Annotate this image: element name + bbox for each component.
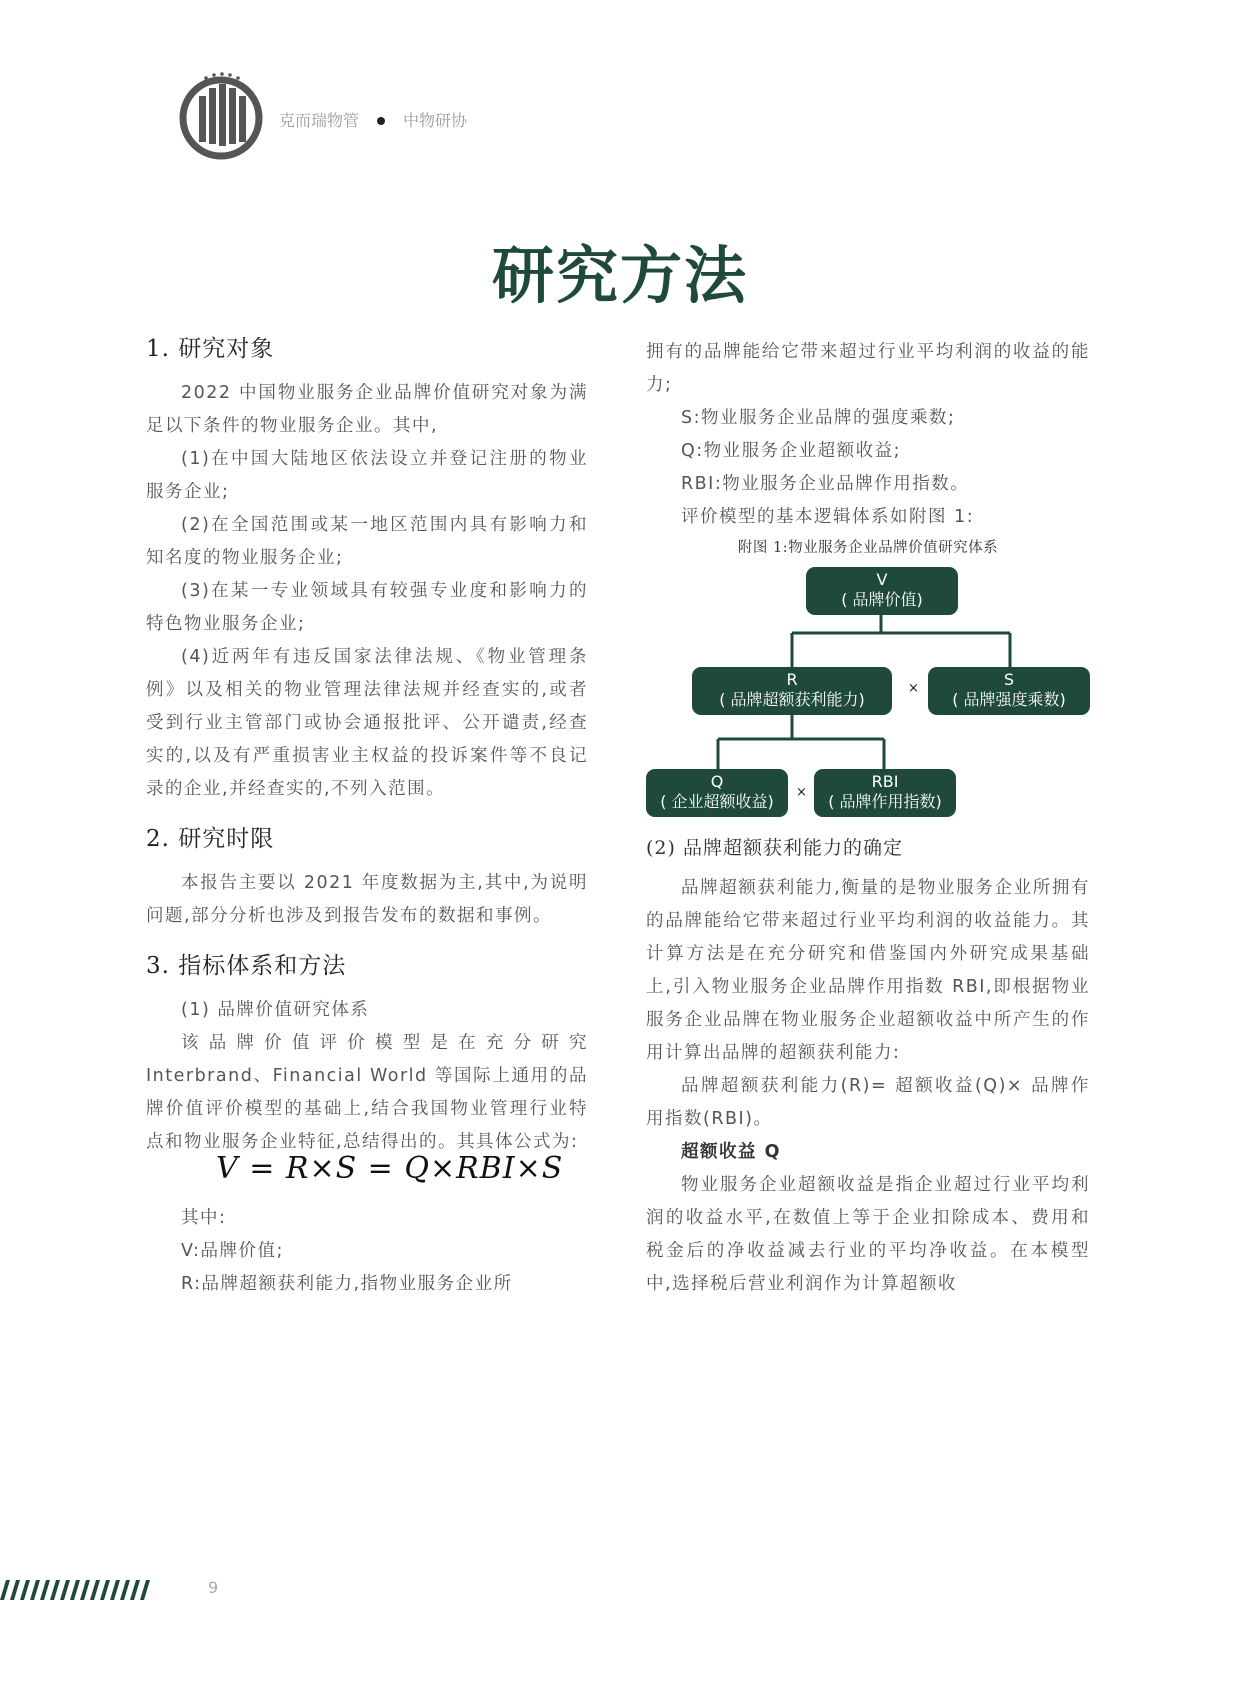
model-intro: 评价模型的基本逻辑体系如附图 1: bbox=[681, 507, 975, 527]
r-definition-continued: 拥有的品牌能给它带来超过行业平均利润的收益的能力; bbox=[646, 342, 1090, 395]
subsection-2-title: (2) 品牌超额获利能力的确定 bbox=[646, 837, 903, 859]
brand-value-formula: V = R×S = Q×RBI×S bbox=[216, 1151, 564, 1186]
brand-value-diagram bbox=[646, 563, 1090, 833]
node-r bbox=[692, 667, 892, 715]
sub2-paragraph-2: 品牌超额获利能力(R)= 超额收益(Q)× 品牌作用指数(RBI)。 bbox=[646, 1076, 1090, 1129]
node-rbi bbox=[814, 769, 956, 817]
node-s bbox=[928, 667, 1090, 715]
node-v bbox=[806, 567, 958, 615]
node-rbi-code: RBI bbox=[871, 772, 899, 791]
rbi-definition: RBI:物业服务企业品牌作用指数。 bbox=[681, 474, 970, 494]
section-3-title: 3. 指标体系和方法 bbox=[146, 953, 347, 979]
s1-item-4: (4)近两年有违反国家法律法规、《物业管理条例》以及相关的物业管理法律法规并经查实的,或者受到行业主管部门或协会通报批评、公开谴责,经查实的,以及有严重损害业主权益的投诉案件等不良记录的企业,并经查实的,不列入范围。 bbox=[146, 647, 588, 799]
page-title: 研究方法 bbox=[491, 239, 748, 312]
figure-caption: 附图 1:物业服务企业品牌价值研究体系 bbox=[737, 540, 999, 556]
times-r-s: × bbox=[908, 681, 919, 696]
node-q-code: Q bbox=[710, 772, 724, 791]
r-definition: R:品牌超额获利能力,指物业服务企业所 bbox=[181, 1274, 513, 1294]
node-q-label: ( 企业超额收益) bbox=[660, 792, 774, 811]
s3-paragraph-1: 该品牌价值评价模型是在充分研究 Interbrand、Financial World 等国际上通用的品牌价值评价模型的基础上,结合我国物业管理行业特点和物业服务企业特征,总结得出的。其具体公式为: bbox=[146, 1033, 588, 1152]
node-r-code: R bbox=[786, 670, 798, 689]
node-v-code: V bbox=[876, 570, 888, 589]
times-q-rbi: × bbox=[796, 785, 807, 800]
node-rbi-label: ( 品牌作用指数) bbox=[828, 792, 942, 811]
node-r-label: ( 品牌超额获利能力) bbox=[719, 690, 865, 709]
footer-stripes-icon bbox=[0, 1580, 152, 1600]
s-definition: S:物业服务企业品牌的强度乘数; bbox=[681, 408, 956, 428]
brand-left: 克而瑞物管 bbox=[279, 111, 360, 130]
building-logo-icon bbox=[176, 70, 266, 160]
left-column bbox=[146, 330, 588, 1301]
s1-item-1: (1)在中国大陆地区依法设立并登记注册的物业服务企业; bbox=[146, 449, 588, 502]
q-definition: Q:物业服务企业超额收益; bbox=[681, 441, 902, 461]
section-2-title: 2. 研究时限 bbox=[146, 826, 275, 852]
header-brand bbox=[279, 108, 467, 131]
node-s-code: S bbox=[1003, 670, 1015, 689]
excess-income-paragraph: 物业服务企业超额收益是指企业超过行业平均利润的收益水平,在数值上等于企业扣除成本、费用和税金后的净收益减去行业的平均净收益。在本模型中,选择税后营业利润作为计算超额收 bbox=[646, 1175, 1090, 1294]
s1-item-3: (3)在某一专业领域具有较强专业度和影响力的特色物业服务企业; bbox=[146, 581, 588, 634]
sub2-paragraph-1: 品牌超额获利能力,衡量的是物业服务企业所拥有的品牌能给它带来超过行业平均利润的收益能力。其计算方法是在充分研究和借鉴国内外研究成果基础上,引入物业服务企业品牌作用指数 RBI,即根据物业服务企业品牌在物业服务企业超额收益中所产生的作用计算出品牌的超额获利能力: bbox=[646, 878, 1090, 1063]
node-v-label: ( 品牌价值) bbox=[841, 590, 923, 609]
page-number: 9 bbox=[208, 1578, 219, 1597]
v-definition: V:品牌价值; bbox=[181, 1241, 284, 1261]
node-s-label: ( 品牌强度乘数) bbox=[952, 690, 1066, 709]
s3-subtitle-1: (1) 品牌价值研究体系 bbox=[181, 1000, 370, 1020]
right-column bbox=[646, 336, 1090, 1301]
separator-dot-icon bbox=[377, 117, 385, 125]
node-q bbox=[646, 769, 788, 817]
section-1-title: 1. 研究对象 bbox=[146, 336, 275, 362]
where-label: 其中: bbox=[181, 1208, 227, 1228]
s1-paragraph-1: 2022 中国物业服务企业品牌价值研究对象为满足以下条件的物业服务企业。其中, bbox=[146, 383, 588, 436]
s1-item-2: (2)在全国范围或某一地区范围内具有影响力和知名度的物业服务企业; bbox=[146, 515, 588, 568]
s2-paragraph-1: 本报告主要以 2021 年度数据为主,其中,为说明问题,部分分析也涉及到报告发布的数据和事例。 bbox=[146, 873, 588, 926]
excess-income-heading: 超额收益 Q bbox=[681, 1142, 781, 1162]
brand-right: 中物研协 bbox=[403, 111, 468, 130]
